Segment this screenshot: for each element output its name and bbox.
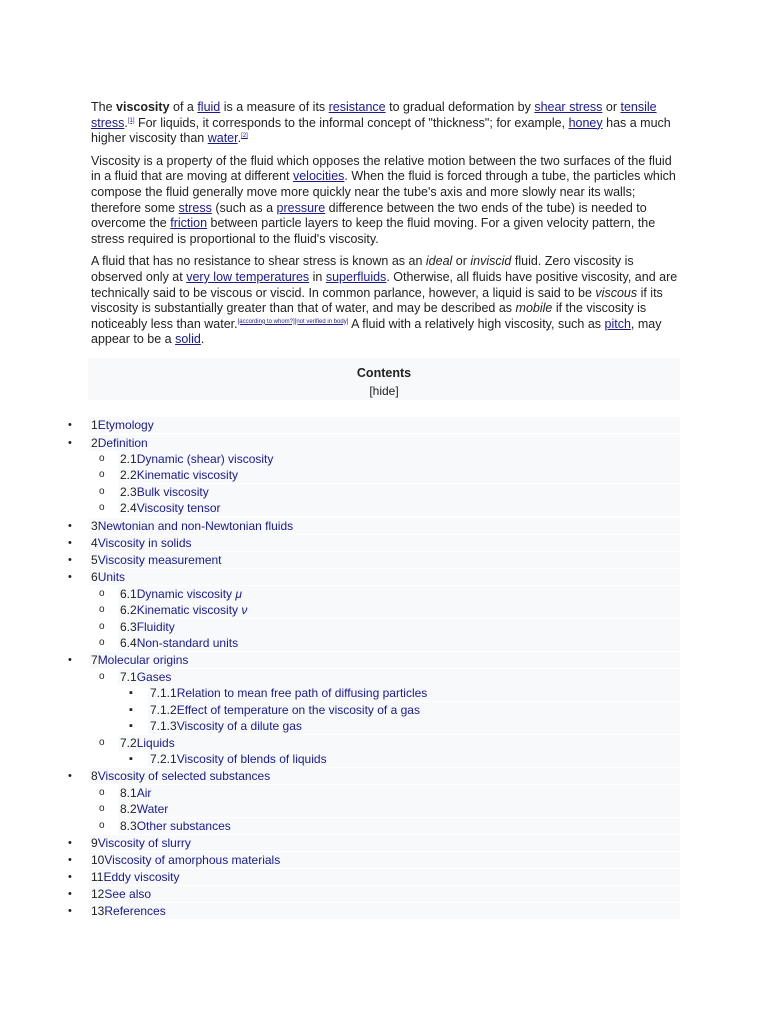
toc-number: 2 xyxy=(91,436,98,450)
toc-number: 6 xyxy=(91,570,98,584)
ref-according-to-whom[interactable]: [according to whom?] xyxy=(237,318,295,325)
bullet-circle-icon: o xyxy=(99,637,105,648)
toc-item[interactable] xyxy=(68,768,680,784)
toc-item[interactable] xyxy=(99,467,680,483)
bullet-square-icon: ▪ xyxy=(129,687,133,699)
text: , may appear to be a xyxy=(91,316,662,347)
toc-number: 2.2 xyxy=(120,468,137,482)
bullet-disc-icon: • xyxy=(68,905,72,917)
toc-number: 7.2.1 xyxy=(150,752,177,766)
link-tensile-stress[interactable]: tensile stress xyxy=(91,100,657,130)
toc-item[interactable] xyxy=(99,635,680,651)
bullet-disc-icon: • xyxy=(68,770,72,782)
toc-item[interactable] xyxy=(99,602,680,618)
toc-link[interactable]: Effect of temperature on the viscosity of a gas xyxy=(176,703,420,717)
text: to gradual deformation by xyxy=(385,100,535,114)
toc-link[interactable]: Definition xyxy=(97,436,148,450)
toc-symbol: ν xyxy=(241,603,248,617)
toc-number: 6.2 xyxy=(120,603,137,617)
bold-term: viscosity xyxy=(116,100,170,114)
text: The xyxy=(91,100,117,114)
ref-1[interactable]: [1] xyxy=(127,117,135,124)
link-stress[interactable]: stress xyxy=(178,200,212,215)
bullet-circle-icon: o xyxy=(99,604,105,615)
toc-item[interactable] xyxy=(99,801,680,817)
ref-2[interactable]: [2] xyxy=(241,133,248,140)
text: of a xyxy=(169,100,198,114)
toc-number: 9 xyxy=(91,836,98,850)
text: Viscosity is a property of the fluid which opposes the relative motion between the two surfaces of the fluid in a fluid that are moving at different xyxy=(91,153,672,184)
toc-item[interactable] xyxy=(99,818,680,834)
toc-number: 2.4 xyxy=(120,501,137,515)
text: has a much higher viscosity than xyxy=(91,115,671,146)
bullet-circle-icon: o xyxy=(99,621,105,632)
text: or xyxy=(602,100,621,114)
toc-number: 7 xyxy=(91,653,98,667)
link-pitch[interactable]: pitch xyxy=(604,316,631,331)
toc-number: 5 xyxy=(91,553,98,567)
toc-link[interactable]: Viscosity of blends of liquids xyxy=(176,752,327,766)
toc-number: 8 xyxy=(91,769,98,783)
link-low-temperatures[interactable]: very low temperatures xyxy=(186,269,310,284)
toc-item[interactable] xyxy=(68,652,680,668)
text: in xyxy=(309,269,326,284)
toc-number: 7.1.3 xyxy=(150,719,177,733)
toc-hide-toggle[interactable]: [hide] xyxy=(369,384,399,398)
toc-item[interactable] xyxy=(99,669,680,685)
bullet-disc-icon: • xyxy=(68,854,72,866)
toc-link[interactable]: Viscosity in solids xyxy=(97,536,192,550)
toc-item[interactable] xyxy=(129,685,680,701)
text: . When the fluid is forced through a tube, the particles which compose the fluid generally move more quickly near the tube's axis and more slowly near its walls; therefore some xyxy=(91,169,676,215)
toc-link[interactable]: Viscosity of slurry xyxy=(97,836,191,850)
bullet-square-icon: ▪ xyxy=(129,704,133,716)
toc-link[interactable]: Etymology xyxy=(97,418,154,432)
bullet-disc-icon: • xyxy=(68,871,72,883)
toc-number: 2.1 xyxy=(120,452,137,466)
toc-number: 7.2 xyxy=(120,736,137,750)
text: if its viscosity is substantially greater than that of water, and may be described as xyxy=(91,285,663,316)
bullet-circle-icon: o xyxy=(99,737,105,748)
bullet-disc-icon: • xyxy=(68,888,72,900)
toc-link[interactable]: Eddy viscosity xyxy=(103,870,180,884)
text: A fluid with a relatively high viscosity, such as xyxy=(348,316,605,331)
toc-item[interactable] xyxy=(99,735,680,751)
toc-number: 4 xyxy=(91,536,98,550)
toc-link[interactable]: Bulk viscosity xyxy=(136,485,209,499)
bullet-circle-icon: o xyxy=(99,486,105,497)
toc-item[interactable] xyxy=(68,535,680,551)
toc-number: 1 xyxy=(91,418,98,432)
toc-number: 11 xyxy=(91,870,104,884)
toc-symbol: μ xyxy=(235,587,242,601)
toc-link[interactable]: Viscosity of amorphous materials xyxy=(104,853,281,867)
toc-link[interactable]: Units xyxy=(97,570,126,584)
toc-link[interactable]: Relation to mean free path of diffusing particles xyxy=(176,686,428,700)
bullet-disc-icon: • xyxy=(68,520,72,532)
text: A fluid that has no resistance to shear stress is known as an xyxy=(91,254,426,269)
link-solid[interactable]: solid xyxy=(175,332,201,347)
toc-link[interactable]: Non-standard units xyxy=(136,636,239,650)
toc-number: 6.1 xyxy=(120,587,137,601)
bullet-disc-icon: • xyxy=(68,571,72,583)
toc-link[interactable]: Viscosity measurement xyxy=(97,553,222,567)
bullet-circle-icon: o xyxy=(99,453,105,464)
toc-item[interactable] xyxy=(68,835,680,851)
bullet-circle-icon: o xyxy=(99,502,105,513)
paragraph-2 xyxy=(91,154,681,248)
toc-item[interactable] xyxy=(129,751,680,767)
toc-number: 6.3 xyxy=(120,620,137,634)
toc-link[interactable]: Viscosity tensor xyxy=(136,501,221,515)
text: difference between the two ends of the tube) is needed to overcome the xyxy=(91,200,647,231)
bullet-circle-icon: o xyxy=(99,469,105,480)
italic-term: ideal xyxy=(425,254,453,269)
toc-link[interactable]: Fluidity xyxy=(136,620,175,634)
italic-term: inviscid xyxy=(470,254,512,269)
bullet-square-icon: ▪ xyxy=(129,753,133,765)
text: fluid. Zero viscosity is observed only at xyxy=(91,254,634,284)
toc-item[interactable] xyxy=(99,451,680,467)
toc-item[interactable] xyxy=(99,586,680,602)
italic-term: mobile xyxy=(515,301,553,316)
bullet-disc-icon: • xyxy=(68,654,72,666)
toc-item[interactable] xyxy=(68,869,680,885)
toc-link[interactable]: Dynamic viscosity xyxy=(136,587,236,601)
toc-number: 8.2 xyxy=(120,802,137,816)
bullet-disc-icon: • xyxy=(68,837,72,849)
article-body xyxy=(91,100,681,355)
link-pressure[interactable]: pressure xyxy=(276,200,326,215)
toc-link[interactable]: Molecular origins xyxy=(97,653,189,667)
toc-number: 7.1 xyxy=(120,670,137,684)
toc-link[interactable]: References xyxy=(104,904,166,918)
bullet-disc-icon: • xyxy=(68,554,72,566)
bullet-circle-icon: o xyxy=(99,671,105,682)
bullet-square-icon: ▪ xyxy=(129,720,133,732)
ref-not-verified[interactable]: [not verified in body] xyxy=(294,318,349,325)
bullet-circle-icon: o xyxy=(99,588,105,599)
italic-term: viscous xyxy=(595,285,638,300)
toc-link[interactable]: Air xyxy=(136,786,152,800)
link-resistance[interactable]: resistance xyxy=(328,100,386,114)
link-velocities[interactable]: velocities xyxy=(292,169,345,184)
toc-item[interactable] xyxy=(99,785,680,801)
toc-number: 10 xyxy=(91,853,105,867)
text: (such as a xyxy=(211,200,277,215)
bullet-disc-icon: • xyxy=(68,437,72,449)
link-honey[interactable]: honey xyxy=(568,115,603,130)
toc-number: 12 xyxy=(91,887,105,901)
toc-link[interactable]: Viscosity of selected substances xyxy=(97,769,271,783)
bullet-circle-icon: o xyxy=(99,787,105,798)
toc-item[interactable] xyxy=(68,552,680,568)
toc-link[interactable]: Gases xyxy=(136,670,172,684)
text: For liquids, it corresponds to the informal concept of "thickness"; for example, xyxy=(134,115,569,130)
intro-paragraph: The viscosity of a fluid is a measure of its resistance to gradual deformation by shear stress or tensile stress.[1] For liquids, it corresponds to the informal concept of "thickness"; for example, honey has a much higher viscosity than water.[2] xyxy=(91,100,671,146)
paragraph-3 xyxy=(91,254,681,348)
text: or xyxy=(452,254,471,269)
toc-link[interactable]: Other substances xyxy=(136,819,231,833)
toc-number: 6.4 xyxy=(120,636,137,650)
toc-number: 7.1.2 xyxy=(150,703,177,717)
bullet-disc-icon: • xyxy=(68,537,72,549)
text: . Otherwise, all fluids have positive viscosity, and are technically said to be viscous or viscid. In common parlance, however, a liquid is said to be xyxy=(91,269,678,300)
toc-header xyxy=(88,358,680,400)
toc-item[interactable] xyxy=(99,500,680,516)
toc-link[interactable]: Liquids xyxy=(136,736,175,750)
toc-item[interactable] xyxy=(68,886,680,902)
toc-number: 13 xyxy=(91,904,105,918)
toc-item[interactable] xyxy=(68,852,680,868)
toc-title: Contents xyxy=(356,366,412,380)
toc-number: 8.1 xyxy=(120,786,137,800)
toc-item[interactable] xyxy=(129,718,680,734)
toc-number: 8.3 xyxy=(120,819,137,833)
toc-item[interactable] xyxy=(68,417,680,433)
toc-link[interactable]: Newtonian and non-Newtonian fluids xyxy=(97,519,294,533)
link-superfluids[interactable]: superfluids xyxy=(325,269,387,284)
toc-link[interactable]: Dynamic (shear) viscosity xyxy=(136,452,274,466)
text: between particle layers to keep the fluid moving. For a given velocity pattern, the stress required is proportional to the fluid's viscosity. xyxy=(91,216,656,246)
toc-item[interactable] xyxy=(129,702,680,718)
toc-link[interactable]: Viscosity of a dilute gas xyxy=(176,719,302,733)
toc-link[interactable]: Water xyxy=(136,802,169,816)
toc-item[interactable] xyxy=(68,435,680,451)
link-fluid[interactable]: fluid xyxy=(197,100,221,114)
text: is a measure of its xyxy=(220,100,329,114)
bullet-circle-icon: o xyxy=(99,803,105,814)
toc-link[interactable]: See also xyxy=(104,887,152,901)
toc-number: 3 xyxy=(91,519,98,533)
text: if the viscosity is noticeably less than water. xyxy=(91,301,647,331)
bullet-disc-icon: • xyxy=(68,419,72,431)
toc-item[interactable] xyxy=(68,518,680,534)
link-shear-stress[interactable]: shear stress xyxy=(534,100,603,114)
toc-link[interactable]: Kinematic viscosity xyxy=(136,468,239,482)
text: . xyxy=(200,332,205,347)
toc-item[interactable] xyxy=(68,903,680,919)
link-friction[interactable]: friction xyxy=(170,216,208,231)
toc-link[interactable]: Kinematic viscosity xyxy=(136,603,242,617)
link-water[interactable]: water xyxy=(207,131,238,146)
toc-number: 2.3 xyxy=(120,485,137,499)
toc-number: 7.1.1 xyxy=(150,686,177,700)
toc-item[interactable] xyxy=(68,569,680,585)
toc-item[interactable] xyxy=(99,619,680,635)
toc-item[interactable] xyxy=(99,484,680,500)
bullet-circle-icon: o xyxy=(99,820,105,831)
